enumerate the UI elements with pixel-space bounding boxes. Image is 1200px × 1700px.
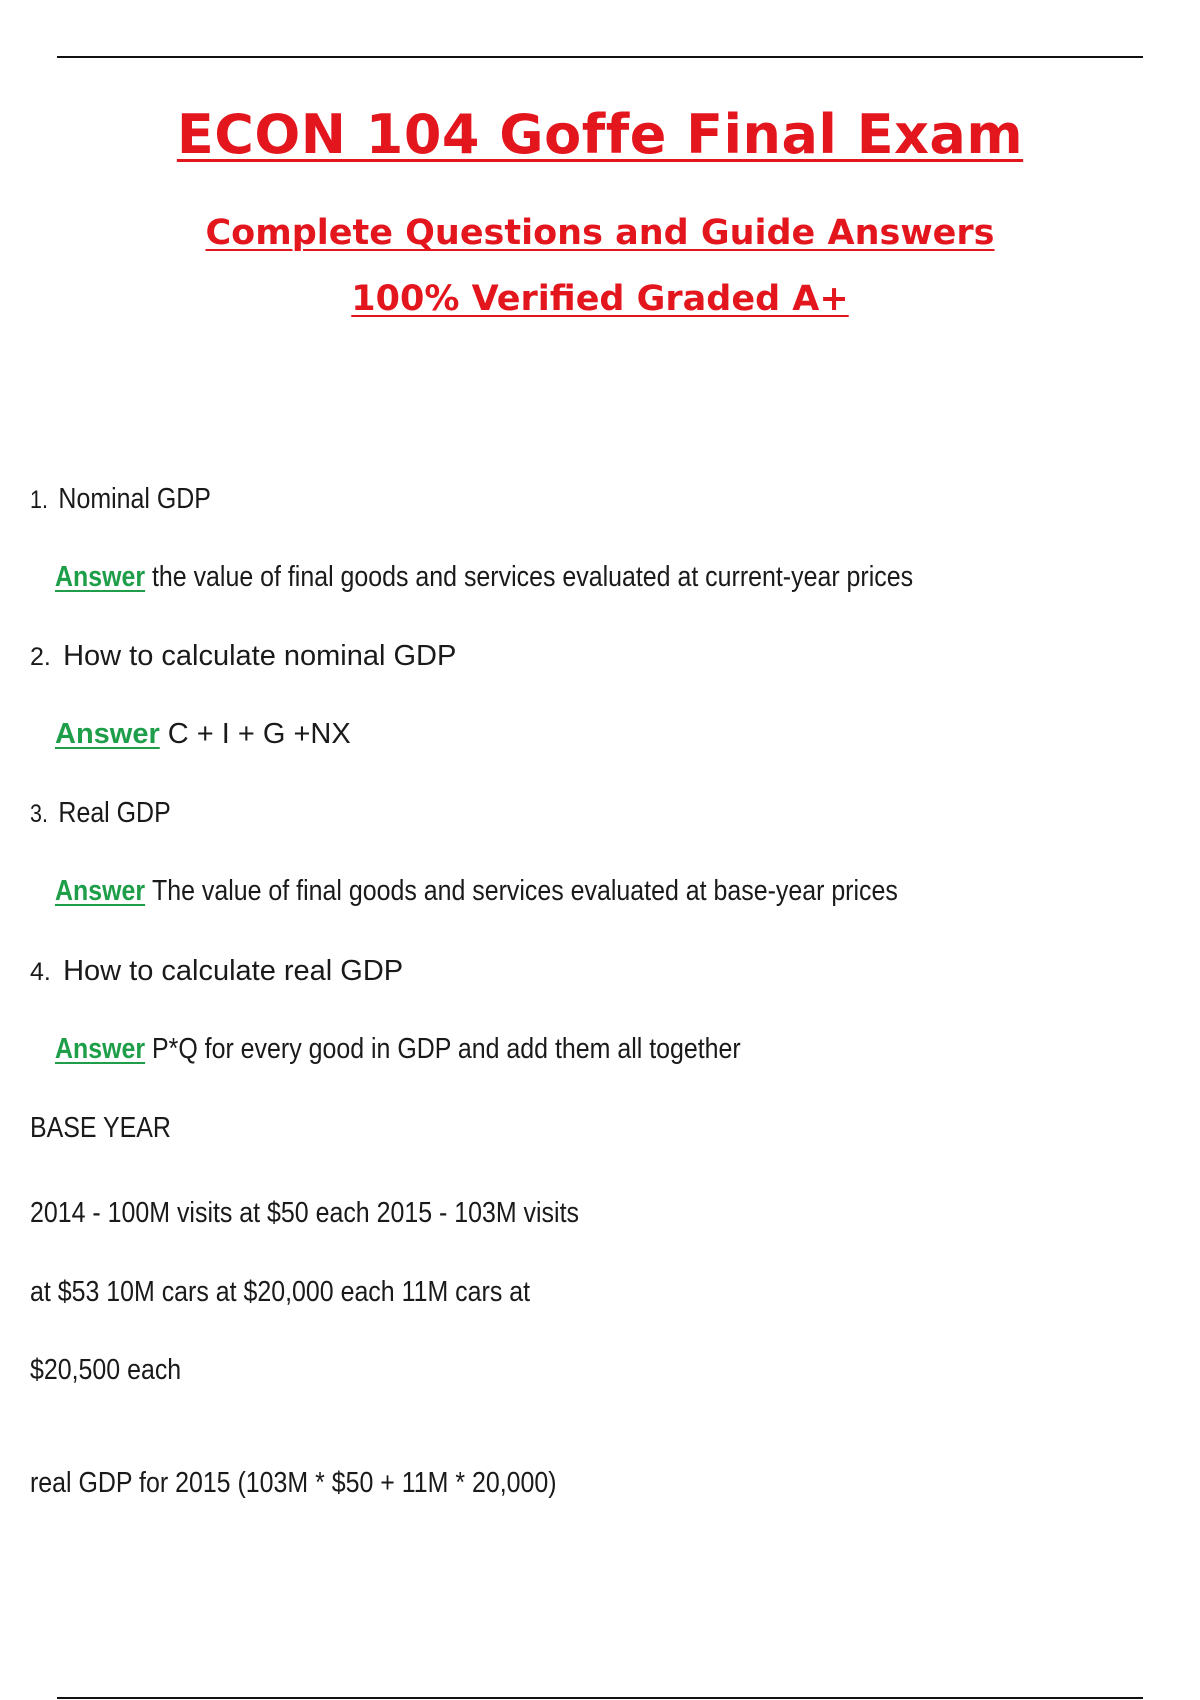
answer-label: Answer <box>55 561 146 593</box>
question-number: 2. <box>30 643 51 671</box>
question-number: 4. <box>30 958 51 986</box>
question-1 <box>30 483 211 516</box>
subtitle-row-2 <box>0 279 1200 319</box>
subtitle-verified-graded: 100% Verified Graded A+ <box>351 279 849 319</box>
question-3 <box>30 797 171 830</box>
example-line-3: $20,500 each <box>30 1354 182 1386</box>
question-text: Real GDP <box>58 797 171 829</box>
real-gdp-formula-line: real GDP for 2015 (103M * $50 + 11M * 20,000) <box>30 1467 557 1499</box>
answer-3 <box>55 875 898 908</box>
example-line-2: at $53 10M cars at $20,000 each 11M cars at <box>30 1276 531 1308</box>
answer-text: The value of final goods and services evaluated at base-year prices <box>151 875 898 907</box>
top-rule <box>57 56 1143 58</box>
answer-1 <box>55 561 913 594</box>
question-2 <box>30 640 456 673</box>
base-year-heading: BASE YEAR <box>30 1112 171 1144</box>
page-header <box>0 103 1200 166</box>
question-4 <box>30 955 403 988</box>
answer-label: Answer <box>55 718 160 750</box>
answer-text: the value of final goods and services evaluated at current-year prices <box>151 561 914 593</box>
question-number: 1. <box>30 486 48 514</box>
answer-label: Answer <box>55 875 146 907</box>
answer-2 <box>55 718 351 751</box>
subtitle-row-1 <box>0 213 1200 253</box>
question-number: 3. <box>30 800 48 828</box>
example-line-1: 2014 - 100M visits at $50 each 2015 - 103M visits <box>30 1197 579 1229</box>
bottom-rule <box>57 1697 1143 1699</box>
page-title: ECON 104 Goffe Final Exam <box>176 103 1024 166</box>
answer-text: P*Q for every good in GDP and add them all together <box>151 1033 741 1065</box>
answer-text: C + I + G +NX <box>167 718 351 750</box>
question-text: Nominal GDP <box>58 483 211 515</box>
answer-label: Answer <box>55 1033 146 1065</box>
subtitle-complete-questions: Complete Questions and Guide Answers <box>205 213 995 253</box>
question-text: How to calculate nominal GDP <box>63 640 457 672</box>
answer-4 <box>55 1033 741 1066</box>
question-text: How to calculate real GDP <box>63 955 404 987</box>
